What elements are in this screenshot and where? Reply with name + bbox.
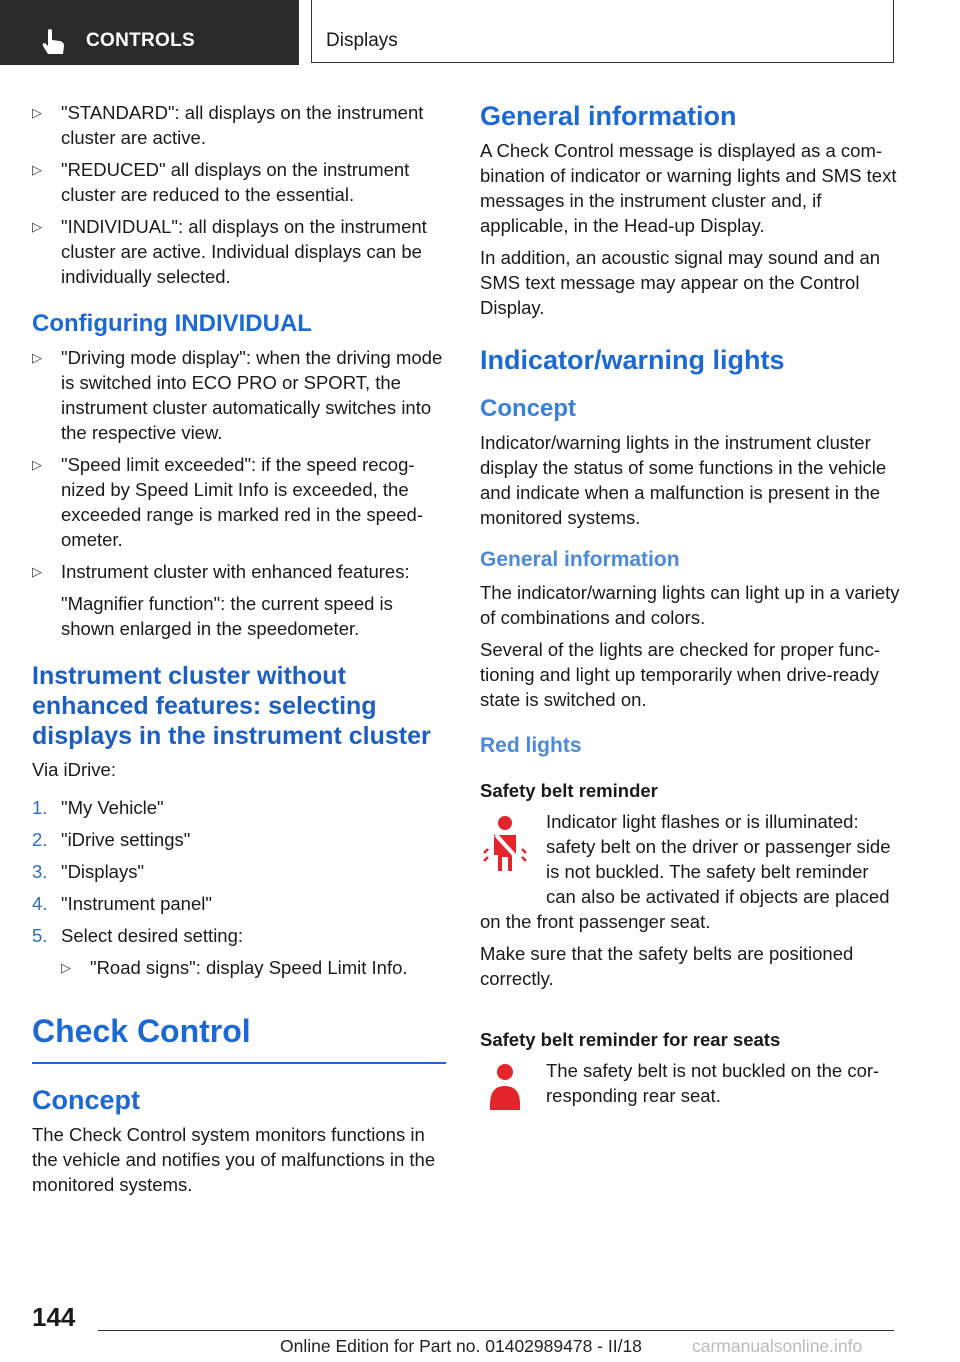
belt-reminder-note: Make sure that the safety belts are positioned correctly. <box>480 943 854 989</box>
hand-pointer-icon <box>40 28 66 56</box>
footer-divider <box>98 1330 894 1331</box>
concept-text: The Check Control system monitors functions in the vehicle and notifies you of malfunctions in the monitored systems. <box>32 1124 436 1195</box>
right-column <box>480 100 900 1138</box>
triangle-bullet-icon: ▷ <box>32 162 42 177</box>
footer-watermark: carmanualsonline.info <box>692 1336 863 1356</box>
list-item: ▷ "INDIVIDUAL": all displays on the instrument cluster are active. Individual displays can be individually selected. <box>32 216 427 287</box>
triangle-bullet-icon: ▷ <box>32 564 42 579</box>
check-control-heading: Check Control <box>32 1013 251 1049</box>
page-number: 144 <box>32 1302 76 1332</box>
triangle-bullet-icon: ▷ <box>61 960 71 975</box>
seatbelt-warning-icon <box>480 809 546 889</box>
configuring-heading: Configuring INDIVIDUAL <box>32 310 312 337</box>
triangle-bullet-icon: ▷ <box>32 350 42 365</box>
magnifier-text: "Magnifier function": the current speed is shown enlarged in the speedometer. <box>61 593 393 639</box>
step-item: 4. "Instrument panel" <box>32 893 212 914</box>
concept-text: Indicator/warning lights in the instrument cluster display the status of some functions in the vehicle and indicate when a malfunction is present in the monitored systems. <box>480 432 887 528</box>
list-item: ▷ "STANDARD": all displays on the instrument cluster are active. <box>32 102 424 148</box>
gi-paragraph: The indicator/warning lights can light up in a variety of combinations and colors. <box>480 582 900 628</box>
general-paragraph: In addition, an acoustic signal may sound and an SMS text message may appear on the Control Display. <box>480 247 881 318</box>
rear-seatbelt-icon <box>480 1058 546 1138</box>
belt-reminder-heading: Safety belt reminder <box>480 780 658 801</box>
triangle-bullet-icon: ▷ <box>32 105 42 120</box>
footer-edition: Online Edition for Part no. 01402989478 - II/18 <box>280 1336 642 1356</box>
step-item: 3. "Displays" <box>32 861 145 882</box>
chapter-tab-label: Displays <box>326 30 398 51</box>
list-item: ▷ "Road signs": display Speed Limit Info. <box>61 957 408 978</box>
selecting-heading: Instrument cluster without enhanced features: selecting displays in the instrument cluster <box>32 662 431 750</box>
rear-belt-text: The safety belt is not buckled on the corresponding rear seat. <box>480 1058 900 1108</box>
section-tab-controls <box>0 0 299 65</box>
general-information-heading: General information <box>480 101 737 131</box>
concept-subheading: Concept <box>480 395 576 422</box>
red-lights-heading: Red lights <box>480 734 582 757</box>
indicator-heading: Indicator/warning lights <box>480 345 785 375</box>
belt-reminder-text: Indicator light flashes or is illuminated: safety belt on the driver or passenger side is not buckled. The safety belt reminder can also be activated if objects are placed on the front passenger seat. <box>480 811 891 932</box>
section-divider <box>32 1062 446 1064</box>
triangle-bullet-icon: ▷ <box>32 457 42 472</box>
concept-heading: Concept <box>32 1085 140 1115</box>
list-item: ▷ "REDUCED" all displays on the instrument cluster are reduced to the essential. <box>32 159 410 205</box>
step-item: 1. "My Vehicle" <box>32 797 164 818</box>
list-item: ▷ "Speed limit exceeded": if the speed recognized by Speed Limit Info is exceeded, the exceeded range is marked red in the speedometer. <box>32 454 424 550</box>
list-item: ▷ Instrument cluster with enhanced features: <box>32 561 410 582</box>
rear-belt-heading: Safety belt reminder for rear seats <box>480 1029 781 1050</box>
triangle-bullet-icon: ▷ <box>32 219 42 234</box>
section-tab-label: CONTROLS <box>86 30 196 51</box>
step-item: 5. Select desired setting: <box>32 925 244 946</box>
general-paragraph: A Check Control message is displayed as a combination of indicator or warning lights and SMS text messages in the instrument cluster and, if applicable, in the Head-up Display. <box>480 140 897 236</box>
step-item: 2. "iDrive settings" <box>32 829 191 850</box>
left-column <box>32 100 446 1204</box>
chapter-tab-displays <box>311 0 894 63</box>
gi-paragraph: Several of the lights are checked for proper functioning and light up temporarily when drive-ready state is switched on. <box>480 639 881 710</box>
list-item: ▷ "Driving mode display": when the driving mode is switched into ECO PRO or SPORT, the instrument cluster automatically switches into the respective view. <box>32 347 443 443</box>
general-information-subheading: General information <box>480 548 680 571</box>
via-idrive-text: Via iDrive: <box>32 759 116 780</box>
